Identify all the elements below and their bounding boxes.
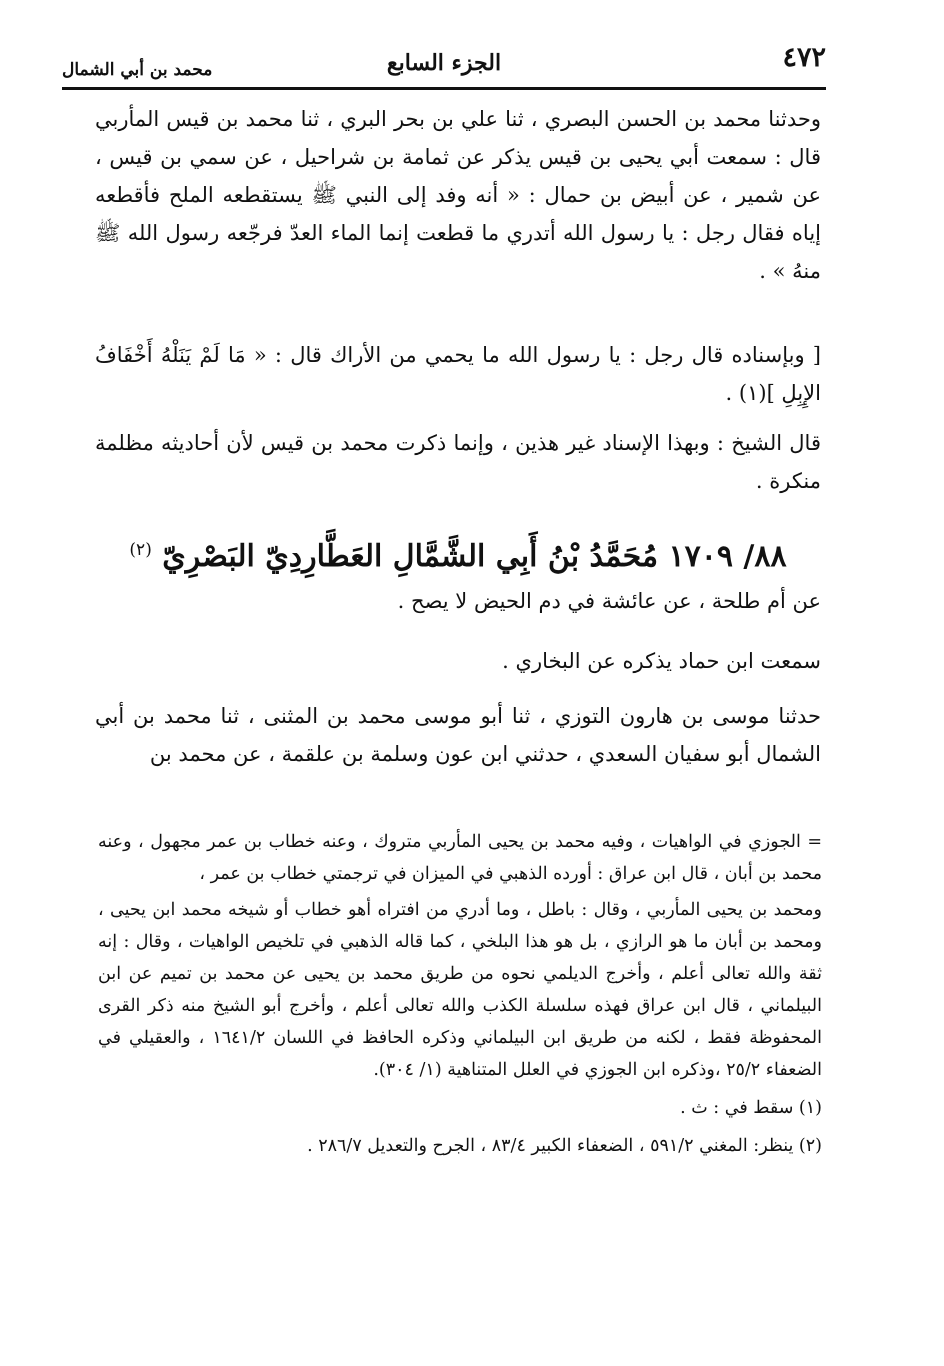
- running-title: محمد بن أبي الشمال: [62, 60, 213, 80]
- paragraph-ibn-hammad: سمعت ابن حماد يذكره عن البخاري .: [502, 649, 821, 673]
- footnote-1: (١) سقط في : ث .: [680, 1098, 822, 1118]
- entry-heading-footnote-ref: (٢): [129, 540, 152, 560]
- footnote-2: (٢) ينظر: المغني ٥٩١/٢ ، الضعفاء الكبير ٨٣/٤ ، الجرح والتعديل ٢٨٦/٧ .: [307, 1136, 822, 1156]
- footnotes: [98, 826, 822, 1166]
- paragraph-hadith-arak: [ وبإسناده قال رجل : يا رسول الله ما يحمي من الأراك قال : « مَا لَمْ يَنَلْهُ أَخْفَافُ الإِبِلِ ](١) .: [95, 343, 821, 405]
- entry-heading: [95, 522, 821, 585]
- header-rule: [62, 87, 826, 90]
- page-number: ٤٧٢: [782, 42, 826, 73]
- paragraph-shaykh-comment: قال الشيخ : وبهذا الإسناد غير هذين ، وإنما ذكرت محمد بن قيس لأن أحاديثه مظلمة منكرة .: [95, 431, 821, 493]
- paragraph-hadith-chain: وحدثنا محمد بن الحسن البصري ، ثنا علي بن بحر البري ، ثنا محمد بن قيس المأربي قال : سمعت أبي يحيى بن قيس يذكر عن ثمامة بن شراحيل ، عن سمي بن قيس ، عن شمير ، عن أبيض بن حمال : « أنه وفد إلى النبي ﷺ يستقطعه الملح فأقطعه إياه فقال رجل : يا رسول الله أتدري ما قطعت إنما الماء العدّ فرجّعه رسول الله ﷺ منهُ » .: [95, 107, 821, 283]
- page-header: [62, 40, 826, 90]
- footnote-continuation-1: = الجوزي في الواهيات ، وفيه محمد بن يحيى المأربي متروك ، وعنه خطاب بن عمر مجهول ، وعنه محمد بن أبان ، قال ابن عراق : أورده الذهبي في الميزان في ترجمتي خطاب بن عمر ،: [98, 832, 822, 884]
- footnote-continuation-2: ومحمد بن يحيى المأربي ، وقال : باطل ، وما أدري من افتراه أهو خطاب أو شيخه محمد ابن يحيى ، ومحمد بن أبان ما هو الرازي ، بل هو هذا البلخي ، كما قاله الذهبي في تلخيص الواهيات ، وقال : إنه ثقة والله تعالى أعلم ، وأخرج الديلمي نحوه من طريق محمد بن يحيى عن محمد بن تميم عن ابن البيلماني ، قال ابن عراق فهذه سلسلة الكذب والله تعالى أعلم ، وأخرج أبو الشيخ منه ذكر القرى المحفوظة فقط ، لكنه من طريق ابن البيلماني وذكره الحافظ في اللسان ١٦٤١/٢ ، والعقيلي في الضعفاء ٢٥/٢ ،وذكره ابن الجوزي في العلل المتناهية (١/ ٣٠٤).: [98, 900, 823, 1080]
- paragraph-musa-chain: حدثنا موسى بن هارون التوزي ، ثنا أبو موسى محمد بن المثنى ، ثنا محمد بن أبي الشمال أبو سفيان السعدي ، حدثني ابن عون وسلمة بن علقمة ، عن محمد بن: [95, 704, 821, 766]
- paragraph-umm-talha: عن أم طلحة ، عن عائشة في دم الحيض لا يصح .: [397, 589, 821, 613]
- part-title: الجزء السابع: [386, 50, 502, 76]
- entry-heading-text: ٨٨/ ١٧٠٩ مُحَمَّدُ بْنُ أَبِي الشَّمَّالِ العَطَّارِدِيّ البَصْرِيّ: [162, 539, 787, 574]
